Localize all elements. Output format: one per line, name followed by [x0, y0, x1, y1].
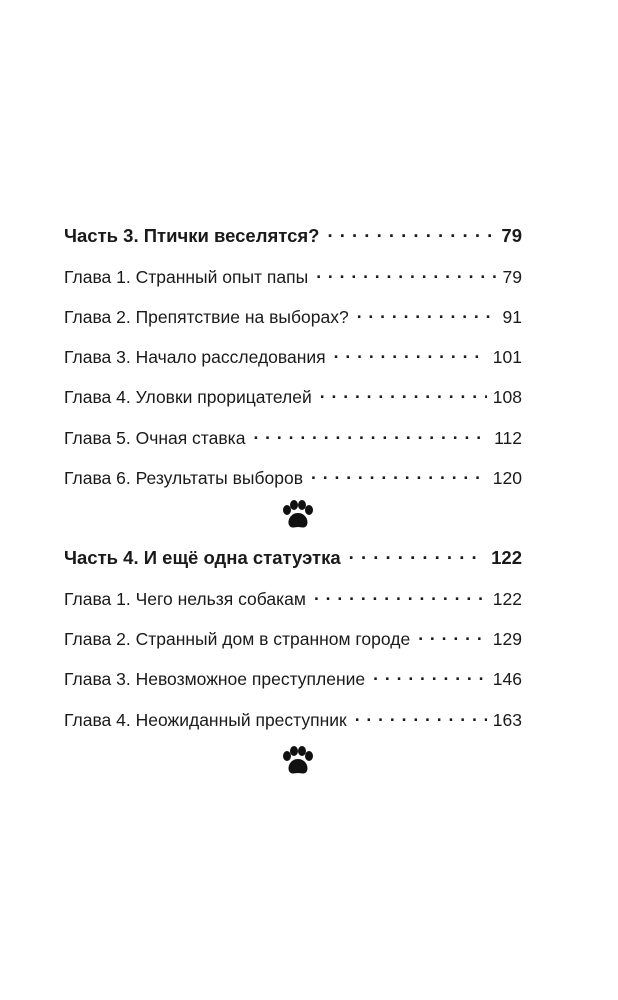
page-number: 146 — [492, 669, 522, 689]
dot-leader — [314, 583, 487, 605]
dot-leader — [355, 704, 487, 726]
page-number: 91 — [502, 307, 522, 327]
toc-part-4 — [64, 542, 522, 569]
chapter-title: Глава 3. Невозможное преступление — [64, 669, 366, 689]
page-number: 120 — [492, 468, 522, 488]
dot-leader — [327, 220, 495, 242]
dot-leader — [357, 301, 496, 323]
chapter-title: Глава 3. Начало расследования — [64, 347, 326, 367]
toc-chapter — [64, 261, 522, 288]
toc-chapter — [64, 301, 522, 328]
page-number: 163 — [492, 710, 522, 730]
chapter-title: Глава 5. Очная ставка — [64, 428, 246, 448]
chapter-title: Глава 1. Чего нельзя собакам — [64, 589, 306, 609]
dot-leader — [320, 381, 487, 403]
paw-print-icon — [281, 746, 315, 776]
toc-chapter — [64, 583, 522, 610]
toc-chapter — [64, 462, 522, 489]
part-title: Часть 4. И ещё одна статуэтка — [64, 547, 341, 568]
toc-chapter — [64, 422, 522, 449]
page-number: 129 — [492, 629, 522, 649]
part-title: Часть 3. Птички веселятся? — [64, 225, 320, 246]
chapter-title: Глава 4. Неожиданный преступник — [64, 710, 347, 730]
dot-leader — [334, 341, 487, 363]
dot-leader — [311, 462, 487, 484]
toc-chapter — [64, 663, 522, 690]
page-number: 122 — [491, 547, 522, 568]
dot-leader — [349, 542, 485, 564]
dot-leader — [418, 623, 487, 645]
toc-part-3 — [64, 220, 522, 247]
page-number: 122 — [492, 589, 522, 609]
toc-chapter — [64, 381, 522, 408]
dot-leader — [373, 663, 487, 685]
page-number: 108 — [492, 387, 522, 407]
dot-leader — [253, 422, 488, 444]
chapter-title: Глава 1. Странный опыт папы — [64, 267, 309, 287]
chapter-title: Глава 2. Странный дом в странном городе — [64, 629, 411, 649]
paw-print-icon — [281, 500, 315, 530]
toc-chapter — [64, 341, 522, 368]
toc-chapter — [64, 704, 522, 731]
chapter-title: Глава 2. Препятствие на выборах? — [64, 307, 349, 327]
chapter-title: Глава 6. Результаты выборов — [64, 468, 304, 488]
dot-leader — [316, 261, 496, 283]
page-number: 79 — [502, 267, 522, 287]
page-number: 101 — [492, 347, 522, 367]
chapter-title: Глава 4. Уловки прорицателей — [64, 387, 312, 407]
page-number: 112 — [494, 428, 522, 448]
toc-chapter — [64, 623, 522, 650]
page-number: 79 — [501, 225, 522, 246]
